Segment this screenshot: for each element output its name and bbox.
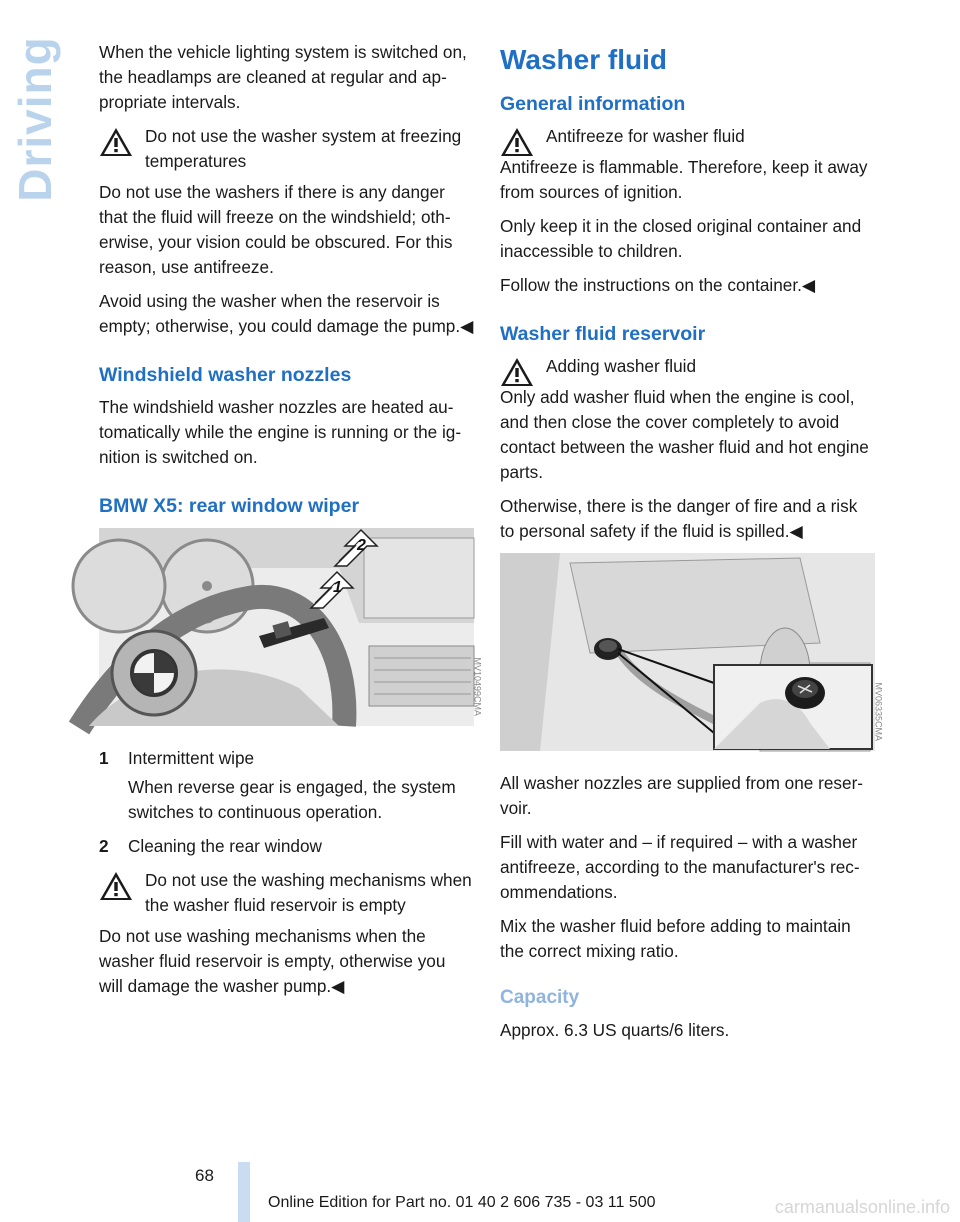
- arrow-1-label: 1: [333, 579, 342, 596]
- page-title: Washer fluid: [500, 44, 667, 75]
- warning-body: Antifreeze is flammable. Therefore, keep it away from sources of ignition.: [500, 157, 868, 202]
- section-heading: BMW X5: rear window wiper: [99, 495, 360, 517]
- warning-body: Do not use washing mechanisms when the washer fluid reservoir is empty, otherwise you will damage the washer pump.◀: [99, 926, 446, 996]
- warning-title: Do not use the washing mechanisms when the washer fluid reservoir is empty: [145, 870, 472, 915]
- left-column: [99, 40, 483, 1008]
- paragraph: Follow the instructions on the container.◀: [500, 275, 816, 295]
- warning-freezing: [99, 124, 474, 174]
- paragraph: All washer nozzles are supplied from one reser-voir.: [500, 773, 864, 818]
- rear-wiper-illustration: [99, 528, 483, 726]
- watermark: carmanualsonline.info: [774, 1197, 950, 1217]
- warning-empty-reservoir: [99, 868, 474, 918]
- reservoir-illustration: [500, 553, 884, 751]
- engine-bay-drawing: [500, 553, 875, 751]
- warning-antifreeze: [500, 124, 875, 149]
- footer-bar: [238, 1162, 250, 1222]
- warning-triangle-icon: [99, 871, 133, 901]
- warning-title: Antifreeze for washer fluid: [546, 126, 745, 146]
- right-column: [500, 40, 884, 1052]
- arrow-2-label: 2: [357, 537, 366, 554]
- nozzles-paragraph: The windshield washer nozzles are heated au-tomatically while the engine is running or the ig-nition is switched on.: [99, 397, 462, 467]
- warning-body: Avoid using the washer when the reservoir is empty; otherwise, you could damage the pump.◀: [99, 291, 474, 336]
- list-item: [99, 746, 474, 825]
- paragraph: Otherwise, there is the danger of fire and a risk to personal safety if the fluid is spilled.◀: [500, 496, 858, 541]
- reservoir-cap-icon: [594, 638, 622, 660]
- section-label: Driving: [9, 36, 61, 202]
- warning-body: Do not use the washers if there is any danger that the fluid will freeze on the windshield; oth-erwise, your vision could be obscured. For this reason, use antifreeze.: [99, 182, 453, 277]
- warning-adding-fluid: [500, 354, 875, 379]
- warning-triangle-icon: [99, 127, 133, 157]
- edition-text: Online Edition for Part no. 01 40 2 606 735 - 03 11 500: [268, 1194, 656, 1211]
- reservoir-cap-closeup-icon: [785, 677, 825, 709]
- warning-triangle-icon: [500, 127, 534, 157]
- paragraph: Only keep it in the closed original container and inaccessible to children.: [500, 216, 862, 261]
- intro-paragraph: When the vehicle lighting system is switched on, the headlamps are cleaned at regular and ap-propriate intervals.: [99, 42, 467, 112]
- dashboard-drawing: [99, 528, 474, 726]
- warning-title: Adding washer fluid: [546, 356, 697, 376]
- warning-title: Do not use the washer system at freezing temperatures: [145, 126, 462, 171]
- list-label: Intermittent wipe: [128, 748, 255, 768]
- list-number: 2: [99, 836, 109, 856]
- section-heading: Washer fluid reservoir: [500, 323, 706, 345]
- section-sidebar-label: [2, 36, 68, 202]
- figure-code: MV10499CMA: [473, 657, 483, 716]
- subsection-heading: Capacity: [500, 987, 580, 1008]
- warning-triangle-icon: [500, 357, 534, 387]
- figure-code: MV06335CMA: [874, 682, 884, 741]
- list-label: Cleaning the rear window: [128, 836, 322, 856]
- page-number: 68: [195, 1166, 214, 1185]
- paragraph: Mix the washer fluid before adding to maintain the correct mixing ratio.: [500, 916, 851, 961]
- list-note: When reverse gear is engaged, the system switches to continuous operation.: [128, 777, 456, 822]
- capacity-value: Approx. 6.3 US quarts/6 liters.: [500, 1020, 730, 1040]
- list-item: [99, 834, 474, 859]
- list-number: 1: [99, 748, 109, 768]
- warning-body: Only add washer fluid when the engine is cool, and then close the cover completely to avoid contact between the washer fluid and hot engine parts.: [500, 387, 869, 482]
- paragraph: Fill with water and – if required – with a washer antifreeze, according to the manufacturer's rec-ommendations.: [500, 832, 860, 902]
- section-heading: Windshield washer nozzles: [99, 364, 352, 386]
- section-heading: General information: [500, 93, 686, 115]
